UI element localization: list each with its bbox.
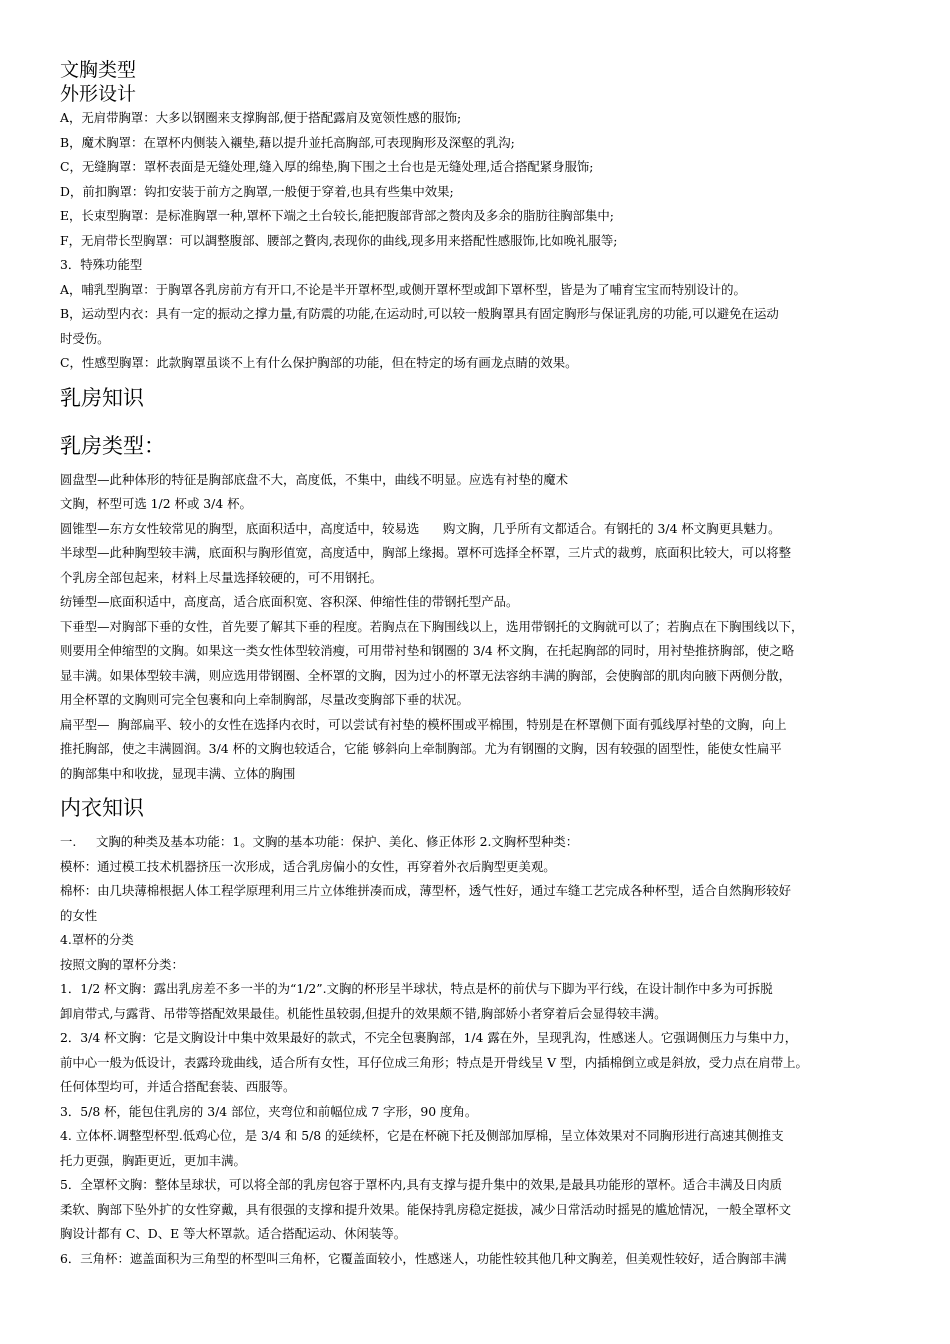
paragraph: 5．全罩杯文胸：整体呈球状，可以将全部的乳房包容于罩杯内,具有支撑与提升集中的效果,是最具功能形的罩杯。适合丰满及日肉质 柔软、胸部下坠外扩的女性穿戴，具有很强的支撑和提升效果。能保持乳房稳定挺拔，减少日常活动时摇晃的尴尬情况，一般全罩杯文 胸设计都有 C、D、E 等大杯罩款。适合搭配运动、休闲装等。 <box>60 1177 792 1241</box>
paragraph: 模杯：通过模工技术机器挤压一次形成，适合乳房偏小的女性，再穿着外衣后胸型更美观。 <box>60 858 556 874</box>
paragraph: 4. 立体杯.调整型杯型.低鸡心位，是 3/4 和 5/8 的延续杯，它是在杯碗下托及侧部加厚棉，呈立体效果对不同胸形进行高速其侧推支 托力更强，胸距更近，更加丰满。 <box>60 1128 784 1168</box>
paragraph: 3．5/8 杯，能包住乳房的 3/4 部位，夹弯位和前幅位成 7 字形，90 度角。 <box>60 1103 478 1119</box>
paragraph: 半球型—此种胸型较丰满，底面积与胸形值宽，高度适中，胸部上缘揭。罩杯可选择全杯罩，三片式的裁剪，底面积比较大，可以将整 个乳房全部包起来，材料上尽量选择较硬的，可不用钢托。 <box>60 545 792 585</box>
paragraph: 纺锤型—底面积适中，高度高，适合底面积宽、容积深、伸缩性佳的带钢托型产品。 <box>60 594 519 609</box>
paragraph: B，魔术胸罩：在罩杯内侧装入襯垫,藉以提升並托高胸部,可表现胸形及深壑的乳沟; <box>60 134 515 150</box>
section-title-shape-design: 外形设计 <box>60 83 137 105</box>
section-title-bra-types: 文胸类型 <box>60 59 137 81</box>
paragraph: A，哺乳型胸罩：于胸罩各乳房前方有开口,不论是半开罩杯型,或侧开罩杯型或卸下罩杯型，皆是为了哺育宝宝而特别设计的。 <box>60 281 746 297</box>
paragraph: E，长束型胸罩：是标准胸罩一种,罩杯下端之土台较长,能把腹部背部之赘肉及多余的脂肪往胸部集中; <box>60 208 614 223</box>
paragraph: 棉杯：由几块薄棉根据人体工程学原理利用三片立体维拼凑而成，薄型杯，透气性好，通过车缝工艺完成各种杯型，适合自然胸形较好 的女性 <box>60 883 792 923</box>
paragraph: C，无缝胸罩：罩杯表面是无缝处理,缝入厚的绵垫,胸下围之土台也是无缝处理,适合搭配紧身服饰; <box>60 159 594 174</box>
paragraph: 一. 文胸的种类及基本功能：1。文胸的基本功能：保护、美化、修正体形 2.文胸杯型种类： <box>60 834 579 849</box>
paragraph: 扁平型— 胸部扁平、较小的女性在选择内衣时，可以尝试有衬垫的模杯围或平棉围，特别是在杯罩侧下面有弧线厚衬垫的文胸，向上 推托胸部，使之丰满圆润。3/4 杯的文胸也较适合，它能 够斜向上牵制胸部。尤为有钢圈的文胸，因有较强的固型性，能使女性扁平 的胸部集中和收拢，显现丰满、立体的胸围 <box>60 716 787 781</box>
paragraph: 4.罩杯的分类 <box>60 932 134 947</box>
section-title-breast-knowledge: 乳房知识 <box>60 385 144 410</box>
section-title-underwear-knowledge: 内衣知识 <box>60 796 144 820</box>
paragraph: D，前扣胸罩：钩扣安装于前方之胸罩,一般便于穿着,也具有些集中效果; <box>60 183 454 199</box>
paragraph: 6．三角杯：遮盖面积为三角型的杯型叫三角杯，它覆盖面较小，性感迷人，功能性较其他几种文胸差，但美观性较好，适合胸部丰满 <box>60 1250 787 1266</box>
paragraph: A，无肩带胸罩：大多以钢圈来支撑胸部,便于搭配露肩及宽领性感的服饰; <box>60 110 462 125</box>
paragraph: 圆锥型—东方女性较常见的胸型，底面积适中，高度适中，较易选 购文胸，几乎所有文都适合。有钢托的 3/4 杯文胸更具魅力。 <box>60 520 781 536</box>
paragraph: B，运动型内衣：具有一定的振动之撑力量,有防震的功能,在运动时,可以较一般胸罩具有固定胸形与保证乳房的功能,可以避免在运动 时受伤。 <box>60 306 779 346</box>
paragraph: 2．3/4 杯文胸：它是文胸设计中集中效果最好的款式，不完全包裹胸部，1/4 露在外，呈现乳沟，性感迷人。它强调侧压力与集中力， 前中心一般为低设计，表露玲珑曲线，适合所有女性，耳仔位成三角形；特点是开骨线呈 V 型，内插棉倒立或是斜放，受力点在肩带上。 任何体型均可，并适合搭配套装、西服等。 <box>60 1030 808 1094</box>
paragraph: 3．特殊功能型 <box>60 257 143 272</box>
paragraph: F，无肩带长型胸罩：可以調整腹部、腰部之贅肉,表现你的曲线,现多用来搭配性感服饰,比如晚礼服等; <box>60 232 618 248</box>
paragraph: 按照文胸的罩杯分类： <box>60 956 184 972</box>
underwear-knowledge-list <box>60 830 906 1271</box>
shape-design-list <box>60 106 906 376</box>
paragraph: 下垂型—对胸部下垂的女性，首先要了解其下垂的程度。若胸点在下胸围线以上，选用带钢托的文胸就可以了；若胸点在下胸围线以下， 则要用全伸缩型的文胸。如果这一类女性体型较消瘦，可用带衬垫和钢圈的 3/4 杯文胸，在托起胸部的同时，用衬垫推挤胸部，使之略 显丰满。如果体型较丰满，则应选用带钢圈、全杯罩的文胸，因为过小的杯罩无法容纳丰满的胸部，会使胸部的肌肉向腋下两侧分散， 用全杯罩的文胸则可完全包裹和向上牵制胸部，尽量改变胸部下垂的状况。 <box>60 618 804 707</box>
paragraph: C，性感型胸罩：此款胸罩虽谈不上有什么保护胸部的功能，但在特定的场有画龙点睛的效果。 <box>60 355 578 370</box>
paragraph: 1．1/2 杯文胸：露出乳房差不多一半的为“1/2”.文胸的杯形呈半球状，特点是杯的前伏与下脚为平行线，在设计制作中多为可拆脱 卸肩带式,与露背、吊带等搭配效果最佳。机能性虽较弱,但提升的效果颇不错,胸部娇小者穿着后会显得较丰满。 <box>60 981 773 1021</box>
breast-types-list <box>60 468 906 787</box>
paragraph: 圆盘型—此种体形的特征是胸部底盘不大，高度低，不集中，曲线不明显。应选有衬垫的魔术 文胸，杯型可选 1/2 杯或 3/4 杯。 <box>60 471 569 511</box>
section-title-breast-types: 乳房类型： <box>60 433 165 458</box>
